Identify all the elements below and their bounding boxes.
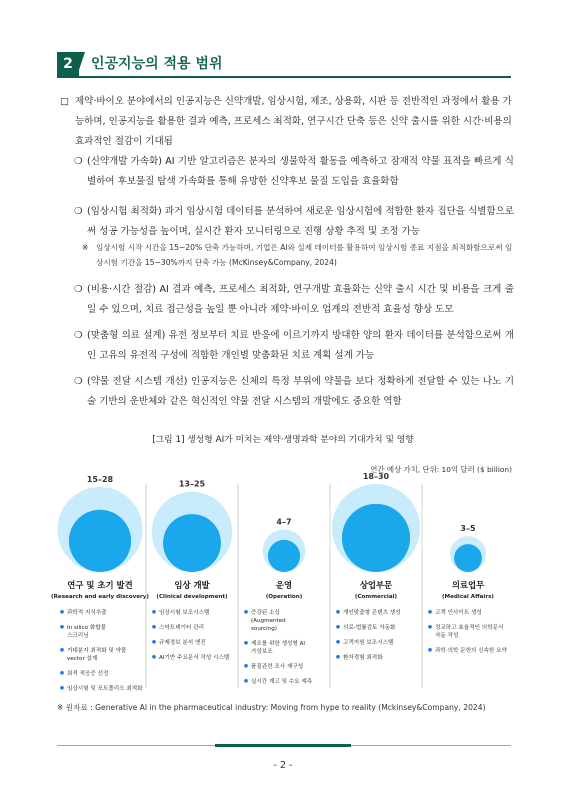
item-text: 가상보조 (251, 649, 273, 655)
main-bullet (60, 92, 515, 152)
sub-bullet-text: (맞춤형 의료 설계) 유전 정보부터 치료 반응에 이르기까지 방대한 양의 환자 데이터를 분석함으로써 개인 고유의 유전적 구성에 적합한 개인별 맞춤화된 치료 계획 설계 가능 (87, 330, 514, 361)
value-circle-low (69, 510, 131, 572)
item-text: 증강된 소싱 (251, 610, 280, 616)
note-clinical-trial (82, 240, 514, 270)
item-text: AI기반 주요문서 작성 시스템 (159, 655, 230, 661)
item-text: 환자경험 최적화 (343, 655, 383, 661)
item-text: 스마트데이터 관리 (159, 625, 205, 631)
note-text: 임상시험 시작 시간을 15~20% 단축 가능하며, 기업은 AI와 실제 데이터를 활용하여 임상시험 종료 지점을 최적화함으로써 임상시험 기간을 15~30%까지 단축 가능 (McKinsey&Company, 2024) (96, 243, 513, 267)
item-text: 과학·의학 문헌의 신속한 요약 (435, 648, 507, 654)
item-text: 스크리닝 (67, 633, 89, 639)
item-bullet-icon (60, 671, 64, 675)
column-title: 상업부문 (359, 580, 393, 590)
item-bullet-icon (336, 655, 340, 659)
item-bullet-icon (428, 625, 432, 629)
column-title: 의료업무 (451, 580, 485, 590)
item-bullet-icon (336, 610, 340, 614)
sub-bullet-cost-time (74, 280, 514, 320)
circle-bullet-icon: ❍ (74, 376, 83, 387)
item-bullet-icon (244, 664, 248, 668)
sub-bullet-drug-development (74, 152, 514, 192)
item-bullet-icon (244, 641, 248, 645)
section-rule (57, 76, 511, 78)
circle-bullet-icon: ❍ (74, 206, 83, 217)
item-bullet-icon (152, 640, 156, 644)
square-bullet-icon: □ (60, 96, 69, 107)
value-range-label: 13–25 (178, 479, 206, 489)
page-number: - 2 - (273, 760, 293, 771)
value-range-label: 3–5 (460, 524, 476, 534)
value-range-label: 15–28 (86, 474, 114, 484)
item-text: sourcing) (251, 626, 277, 632)
footer-accent-bar (215, 744, 351, 747)
sub-bullet-clinical-trial (74, 202, 514, 242)
item-text: 임상시험 및 포트폴리오 최적화 (67, 686, 143, 692)
sub-bullet-text: (약물 전달 시스템 개선) 인공지능은 신체의 특정 부위에 약물을 보다 정확하게 전달할 수 있는 나노 기술 기반의 운반체와 같은 혁신적인 약물 전달 시스템의 개발에도 중요한 역할 (87, 376, 514, 407)
column-title: 연구 및 초기 발견 (67, 580, 133, 590)
item-text: 개인맞춤형 콘텐츠 생성 (343, 610, 401, 616)
sub-bullet-text: (신약개발 가속화) AI 기반 알고리즘은 분자의 생물학적 활동을 예측하고 잠재적 약물 표적을 빠르게 식별하여 후보물질 탐색 가속화를 통해 유망한 신약후보 물질 도입을 효율화함 (87, 156, 514, 187)
item-text: 의료-법률검토 자동화 (343, 625, 396, 631)
item-text: 최적 적응증 선정 (67, 671, 109, 677)
item-text: 과학적 지식추출 (67, 610, 107, 616)
item-bullet-icon (60, 625, 64, 629)
item-text: 고객 인사이트 생성 (435, 610, 482, 616)
column-title: 운영 (275, 580, 293, 590)
item-bullet-icon (244, 679, 248, 683)
item-text: 임상시험 보조시스템 (159, 610, 210, 616)
column-subtitle: (Research and early discovery) (51, 594, 149, 600)
section-number-slant (77, 52, 85, 76)
item-bullet-icon (60, 610, 64, 614)
sub-bullet-text: (비용·시간 절감) AI 결과 예측, 프로세스 최적화, 연구개발 효율화는 신약 출시 시간 및 비용을 크게 줄일 수 있으며, 치료 접근성을 높일 뿐 아니라 제약·바이오 업계의 전반적 효율성 향상 도모 (87, 284, 514, 315)
item-bullet-icon (152, 625, 156, 629)
item-text: 정교하고 효율적인 의학문서 (435, 625, 504, 631)
item-text: 실시간 재고 및 수요 예측 (251, 679, 313, 685)
value-range-label: 4–7 (276, 517, 292, 527)
value-circle-low (163, 514, 221, 572)
value-circle-low (454, 544, 482, 572)
circle-bullet-icon: ❍ (74, 156, 83, 167)
item-text: (Augmented (251, 618, 286, 624)
item-text: 규제정보 분석 엔진 (159, 640, 206, 646)
item-bullet-icon (152, 610, 156, 614)
value-infographic (51, 472, 514, 694)
item-text: In silico 화합물 (67, 625, 107, 631)
sub-bullet-text: (임상시험 최적화) 과거 임상시험 데이터를 분석하여 새로운 임상시험에 적합한 환자 집단을 식별함으로써 성공 가능성을 높이며, 실시간 환자 모니터링으로 진행 상황 추적 및 조정 가능 (87, 206, 514, 237)
item-bullet-icon (336, 625, 340, 629)
reference-mark-icon: ※ (82, 243, 89, 252)
figure-source: ※ 원자료 : Generative AI in the pharmaceutical industry: Moving from hype to reality (Mckinsey&Company, 2024) (57, 703, 486, 712)
main-bullet-text: 제약·바이오 분야에서의 인공지능은 신약개발, 임상시험, 제조, 상용화, 시판 등 전반적인 과정에서 활용 가능하며, 인공지능을 활용한 결과 예측, 프로세스 최적화, 연구시간 단축 등은 신약 출시를 위한 시간·비용의 효과적인 절감이 기대됨 (75, 96, 512, 147)
item-bullet-icon (428, 648, 432, 652)
item-text: 제조를 위한 생성형 AI (251, 641, 306, 647)
section-number: 2 (57, 52, 79, 76)
sub-bullet-personalized-medicine (74, 326, 514, 366)
value-circle-low (342, 504, 410, 572)
column-title: 임상 개발 (174, 580, 210, 590)
item-bullet-icon (60, 686, 64, 690)
value-range-label: 18–30 (362, 472, 390, 481)
column-subtitle: (Medical Affairs) (442, 594, 494, 600)
column-subtitle: (Operation) (265, 594, 303, 600)
circle-bullet-icon: ❍ (74, 284, 83, 295)
item-bullet-icon (152, 655, 156, 659)
item-text: 자동 작성 (435, 633, 459, 639)
column-subtitle: (Commercial) (354, 594, 398, 600)
item-bullet-icon (60, 648, 64, 652)
item-text: 품질관련 조사 재구성 (251, 664, 304, 670)
item-bullet-icon (244, 610, 248, 614)
column-subtitle: (Clinical development) (156, 594, 228, 600)
sub-bullet-drug-delivery (74, 372, 514, 412)
item-text: vector 설계 (67, 656, 98, 662)
section-title: 인공지능의 적용 범위 (91, 56, 223, 72)
value-circle-low (268, 540, 300, 572)
circle-bullet-icon: ❍ (74, 330, 83, 341)
figure-unit-label: 연간 예상 가치, 단위: 10억 달러 ($ billion) (370, 465, 512, 474)
figure-caption: [그림 1] 생성형 AI가 미치는 제약·생명과학 분야의 기대가치 및 영향 (152, 435, 414, 445)
item-text: 거대분자 최적화 및 약물 (67, 648, 127, 654)
section-header (57, 52, 511, 78)
item-bullet-icon (428, 610, 432, 614)
item-text: 고객지원 보조시스템 (343, 640, 394, 646)
item-bullet-icon (336, 640, 340, 644)
